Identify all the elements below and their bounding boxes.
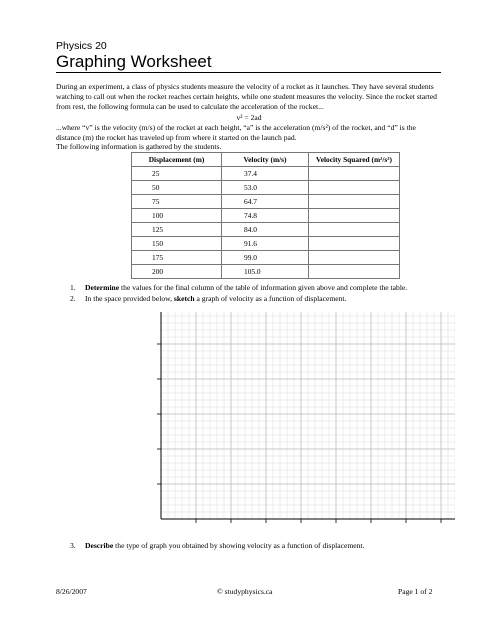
intro-paragraph-1: During an experiment, a class of physics students measure the velocity of a rocket as it launches. They have several students watching to call out when the rocket reaches certain heights, while one student measures the velocity. Since the rocket started from rest, the following formula can be used to calculate the acceleration of the rocket... bbox=[56, 82, 437, 112]
table-row bbox=[132, 195, 400, 209]
displacement-cell: 125 bbox=[132, 223, 222, 237]
displacement-cell: 200 bbox=[132, 265, 222, 279]
velocity-squared-cell[interactable] bbox=[309, 265, 400, 279]
question-keyword: Describe bbox=[85, 541, 114, 550]
displacement-cell: 25 bbox=[132, 167, 222, 181]
displacement-cell: 175 bbox=[132, 251, 222, 265]
displacement-cell: 75 bbox=[132, 195, 222, 209]
velocity-cell: 91.6 bbox=[222, 237, 309, 251]
table-row bbox=[132, 265, 400, 279]
footer-page-number: Page 1 of 2 bbox=[398, 587, 433, 596]
footer-copyright: © studyphysics.ca bbox=[217, 587, 273, 596]
footer-date: 8/26/2007 bbox=[56, 587, 87, 596]
velocity-cell: 53.0 bbox=[222, 181, 309, 195]
question-2 bbox=[70, 294, 346, 303]
question-number: 3. bbox=[70, 541, 76, 550]
velocity-squared-cell[interactable] bbox=[309, 237, 400, 251]
question-text-pre: In the space provided below, bbox=[85, 294, 174, 303]
axis-ticks bbox=[157, 344, 441, 523]
velocity-squared-cell[interactable] bbox=[309, 167, 400, 181]
velocity-cell: 105.0 bbox=[222, 265, 309, 279]
velocity-squared-cell[interactable] bbox=[309, 195, 400, 209]
question-text: the type of graph you obtained by showing velocity as a function of displacement. bbox=[113, 541, 365, 550]
velocity-cell: 99.0 bbox=[222, 251, 309, 265]
intro-text bbox=[56, 82, 442, 143]
velocity-cell: 64.7 bbox=[222, 195, 309, 209]
table-body bbox=[132, 167, 400, 279]
question-3 bbox=[70, 541, 364, 550]
table-row bbox=[132, 237, 400, 251]
question-keyword: Determine bbox=[85, 283, 120, 292]
header-displacement: Displacement (m) bbox=[132, 153, 222, 167]
displacement-cell: 150 bbox=[132, 237, 222, 251]
intro-paragraph-2: ...where “v” is the velocity (m/s) of the rocket at each height, “a” is the acceleration (m/s²) of the rocket, and “d” is the distance (m) the rocket has traveled up from where it started on the launch pad. bbox=[56, 122, 416, 143]
table-row bbox=[132, 209, 400, 223]
table-row bbox=[132, 223, 400, 237]
velocity-cell: 37.4 bbox=[222, 167, 309, 181]
velocity-squared-cell[interactable] bbox=[309, 181, 400, 195]
velocity-cell: 84.0 bbox=[222, 223, 309, 237]
table-row bbox=[132, 181, 400, 195]
question-number: 2. bbox=[70, 294, 76, 303]
question-text: a graph of velocity as a function of displacement. bbox=[194, 294, 347, 303]
question-keyword: sketch bbox=[173, 294, 195, 303]
velocity-cell: 74.8 bbox=[222, 209, 309, 223]
table-row bbox=[132, 251, 400, 265]
header-velocity: Velocity (m/s) bbox=[222, 153, 309, 167]
question-text: the values for the final column of the table of information given above and complete the table. bbox=[119, 283, 408, 292]
question-1 bbox=[70, 283, 407, 292]
velocity-squared-cell[interactable] bbox=[309, 209, 400, 223]
formula: v² = 2ad bbox=[236, 112, 262, 122]
question-number: 1. bbox=[70, 283, 76, 292]
graph-grid[interactable] bbox=[155, 310, 455, 528]
velocity-squared-cell[interactable] bbox=[309, 251, 400, 265]
header-velocity-squared: Velocity Squared (m²/s²) bbox=[309, 153, 400, 167]
course-name: Physics 20 bbox=[56, 40, 107, 52]
table-intro: The following information is gathered by the students. bbox=[56, 142, 222, 151]
displacement-cell: 50 bbox=[132, 181, 222, 195]
displacement-cell: 100 bbox=[132, 209, 222, 223]
velocity-squared-cell[interactable] bbox=[309, 223, 400, 237]
grid-minor-lines bbox=[161, 312, 455, 519]
table-row bbox=[132, 167, 400, 181]
page-title: Graphing Worksheet bbox=[56, 52, 441, 73]
data-table bbox=[131, 152, 400, 279]
